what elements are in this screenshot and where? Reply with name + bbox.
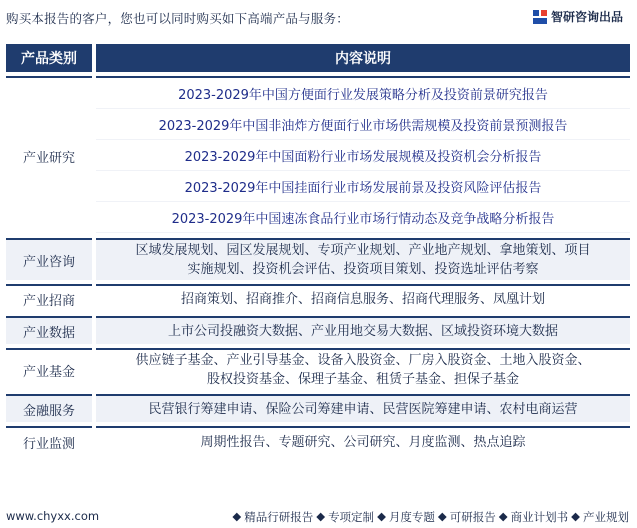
table-row-research: [6, 76, 630, 234]
diamond-icon: ◆: [377, 509, 386, 523]
services-table: [6, 44, 630, 456]
row-description: [96, 76, 630, 234]
row-category: 金融服务: [6, 394, 92, 422]
diamond-icon: ◆: [498, 509, 508, 523]
report-link[interactable]: 2023-2029年中国速冻食品行业市场行情动态及竞争战略分析报告: [96, 202, 630, 233]
report-link[interactable]: 2023-2029年中国挂面行业市场发展前景及投资风险评估报告: [96, 171, 630, 202]
row-category: 产业研究: [6, 76, 92, 234]
footer-link[interactable]: 精品行研报告: [244, 510, 314, 524]
row-text-line: 招商策划、招商推介、招商信息服务、招商代理服务、凤凰计划: [180, 291, 545, 307]
table-row-fund: [6, 348, 630, 390]
row-text-line: 股权投资基金、保理子基金、租赁子基金、担保子基金: [206, 372, 519, 387]
diamond-icon: ◆: [437, 509, 447, 523]
row-category: 产业咨询: [6, 238, 92, 280]
row-category: 行业监测: [6, 426, 92, 456]
row-category: 产业数据: [6, 316, 92, 344]
table-row-investment: [6, 284, 630, 312]
table-row-consulting: [6, 238, 630, 280]
row-category: 产业基金: [6, 348, 92, 390]
table-header: [6, 44, 630, 72]
row-text-line: 周期性报告、专题研究、公司研究、月度监测、热点追踪: [200, 434, 526, 450]
row-description: [96, 426, 630, 456]
column-header-description: 内容说明: [96, 44, 630, 72]
column-header-category: 产品类别: [6, 44, 92, 72]
table-row-monitoring: [6, 426, 630, 456]
row-description: [96, 316, 630, 344]
brand-logo-icon: [533, 10, 547, 24]
footer-link[interactable]: 专项定制: [328, 510, 375, 524]
table-row-finance: [6, 394, 630, 422]
report-link[interactable]: 2023-2029年中国非油炸方便面行业市场供需规模及投资前景预测报告: [96, 109, 630, 140]
website-url[interactable]: www.chyxx.com: [6, 509, 100, 523]
row-description: [96, 394, 630, 422]
table-row-data: [6, 316, 630, 344]
row-text-line: 民营银行筹建申请、保险公司筹建申请、民营医院筹建申请、农村电商运营: [148, 401, 578, 417]
intro-text: 购买本报告的客户，您也可以同时购买如下高端产品与服务：: [6, 11, 349, 26]
diamond-icon: ◆: [571, 509, 580, 523]
brand: [533, 8, 623, 25]
row-text-line: 供应链子基金、产业引导基金、设备入股资金、厂房入股资金、土地入股资金、: [135, 353, 591, 368]
footer-link[interactable]: 商业计划书: [510, 510, 569, 524]
diamond-icon: ◆: [316, 509, 326, 523]
report-link[interactable]: 2023-2029年中国方便面行业发展策略分析及投资前景研究报告: [96, 78, 630, 109]
diamond-icon: ◆: [232, 509, 242, 523]
footer-link[interactable]: 可研报告: [449, 510, 496, 524]
footer-link[interactable]: 月度专题: [388, 510, 435, 524]
row-description: [96, 348, 630, 390]
row-text-line: 上市公司投融资大数据、产业用地交易大数据、区域投资环境大数据: [167, 323, 558, 339]
brand-name: 智研咨询出品: [550, 10, 623, 24]
footer-link[interactable]: 产业规划: [583, 510, 629, 524]
page-header: [0, 0, 637, 34]
row-description: [96, 238, 630, 280]
row-text-line: 区域发展规划、园区发展规划、专项产业规划、产业地产规划、拿地策划、项目: [135, 243, 591, 258]
page-footer: [0, 505, 637, 528]
row-description: [96, 284, 630, 312]
footer-links: [232, 509, 629, 525]
report-link[interactable]: 2023-2029年中国面粉行业市场发展规模及投资机会分析报告: [96, 140, 630, 171]
row-category: 产业招商: [6, 284, 92, 312]
row-text-line: 实施规划、投资机会评估、投资项目策划、投资选址评估考察: [187, 262, 539, 277]
